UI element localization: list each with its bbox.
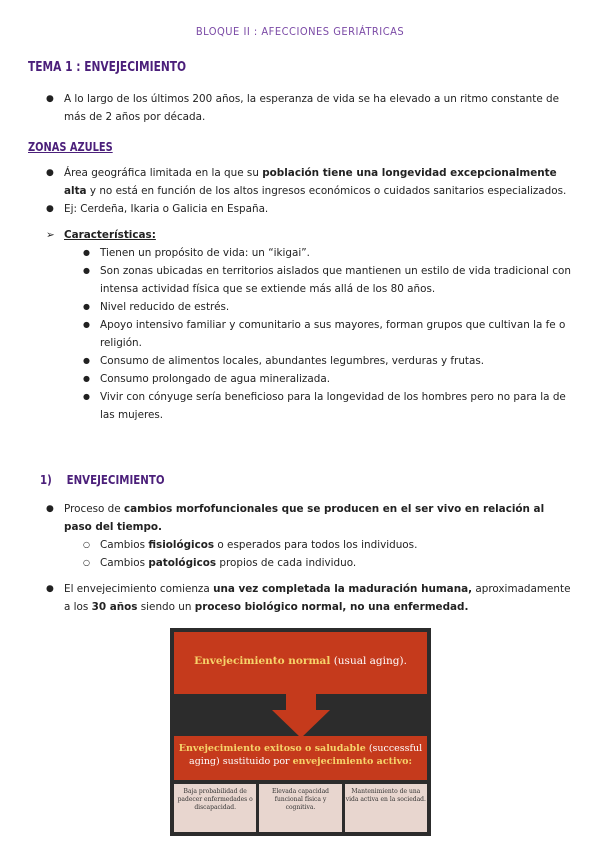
caracteristica-item: [83, 352, 574, 370]
caracteristica-item: [83, 388, 574, 424]
env-p2-mid2: siendo un: [137, 601, 195, 613]
env-sub2-post: propios de cada individuo.: [216, 557, 357, 569]
bullet-icon: ●: [83, 266, 90, 275]
bullet-icon: ●: [46, 204, 54, 214]
env-sub2-pre: Cambios: [100, 557, 149, 569]
figure-cell: Mantenimiento de una vida activa en la sociedad.: [345, 784, 427, 832]
env-sub1-pre: Cambios: [100, 539, 149, 551]
intro-section: [0, 90, 600, 126]
envejecimiento-heading: [40, 472, 165, 487]
bullet-icon: ●: [46, 94, 54, 104]
circle-bullet-icon: ○: [83, 558, 90, 567]
tema-title: TEMA 1 : ENVEJECIMIENTO: [28, 60, 187, 75]
env-sub1-post: o esperados para todos los individuos.: [214, 539, 418, 551]
env-p2-bold3: proceso biológico normal, no una enfermedad.: [194, 601, 469, 613]
caracteristica-text: Son zonas ubicadas en territorios aislados que mantienen un estilo de vida tradicional con intensa actividad física que se extiende más allá de los 80 años.: [100, 265, 571, 295]
bullet-icon: ●: [46, 504, 54, 514]
figure-normal-aging-box: [174, 632, 427, 694]
caracteristicas-label: Características:: [64, 229, 156, 241]
figure-cell: Baja probabilidad de padecer enfermedades o discapacidad.: [174, 784, 256, 832]
section-number: 1): [40, 472, 52, 487]
bullet-icon: ●: [83, 374, 90, 383]
figure-cells: [174, 784, 427, 832]
intro-text: A lo largo de los últimos 200 años, la esperanza de vida se ha elevado a un ritmo constante de más de 2 años por década.: [64, 93, 560, 123]
caracteristicas-list: [0, 244, 600, 424]
zonas-def-post: y no está en función de los altos ingresos económicos o cuidados sanitarios especializados.: [86, 185, 567, 197]
caracteristica-text: Vivir con cónyuge sería beneficioso para la longevidad de los hombres pero no para la de las mujeres.: [100, 391, 566, 421]
env-sub2-bold: patológicos: [148, 557, 217, 569]
figure-successful-aging-box: [174, 736, 427, 780]
list-item: [83, 554, 574, 572]
caracteristica-item: [83, 262, 574, 298]
env-p1-bold: cambios morfofuncionales que se producen en el ser vivo en relación al paso del tiempo.: [64, 503, 545, 533]
caracteristica-item: [83, 244, 574, 262]
zonas-example: Ej: Cerdeña, Ikaria o Galicia en España.: [64, 203, 269, 215]
envejecimiento-section: [0, 500, 600, 616]
aging-figure: [170, 628, 431, 836]
zonas-def-bold: población tiene una longevidad excepcionalmente alta: [64, 167, 557, 197]
zonas-def-pre: Área geográfica limitada en la que su: [64, 167, 263, 179]
caracteristica-item: [83, 316, 574, 352]
bullet-icon: ●: [46, 168, 54, 178]
caracteristicas-label-row: [46, 226, 572, 244]
caracteristica-text: Nivel reducido de estrés.: [100, 301, 230, 313]
down-arrow-icon: [272, 694, 330, 738]
bullet-icon: ●: [83, 320, 90, 329]
figure-mid-white: (successful aging) sustituido por: [189, 743, 423, 767]
figure-mid-yellow-1: Envejecimiento exitoso o saludable: [178, 743, 366, 754]
env-p2-mid: aproximadamente a los: [64, 583, 571, 613]
caracteristica-text: Consumo de alimentos locales, abundantes legumbres, verduras y frutas.: [100, 355, 485, 367]
caracteristica-item: [83, 298, 574, 316]
figure-cell: Elevada capacidad funcional física y cognitiva.: [259, 784, 341, 832]
list-item: [46, 200, 572, 218]
figure-mid-yellow-2: envejecimiento activo:: [292, 756, 412, 767]
figure-normal-rest: (usual aging).: [330, 655, 407, 667]
zonas-heading: ZONAS AZULES: [28, 140, 113, 154]
bullet-icon: ●: [83, 392, 90, 401]
page-header: BLOQUE II : AFECCIONES GERIÁTRICAS: [195, 25, 405, 38]
env-p2-pre: El envejecimiento comienza: [64, 583, 214, 595]
circle-bullet-icon: ○: [83, 540, 90, 549]
figure-normal-bold: Envejecimiento normal: [194, 655, 331, 667]
caracteristica-item: [83, 370, 574, 388]
zonas-section: [0, 164, 600, 424]
env-p1-pre: Proceso de: [64, 503, 124, 515]
list-item: [83, 536, 574, 554]
env-p2-bold1: una vez completada la maduración humana,: [213, 583, 473, 595]
caracteristica-text: Consumo prolongado de agua mineralizada.: [100, 373, 331, 385]
section-title: ENVEJECIMIENTO: [66, 472, 165, 487]
bullet-icon: ●: [46, 584, 54, 594]
env-p2-bold2: 30 años: [91, 601, 138, 613]
list-item: [46, 90, 572, 126]
env-sub1-bold: fisiológicos: [148, 539, 215, 551]
list-item: [46, 500, 572, 536]
bullet-icon: ●: [83, 248, 90, 257]
arrow-bullet-icon: ➢: [46, 229, 55, 241]
list-item: [46, 580, 572, 616]
bullet-icon: ●: [83, 356, 90, 365]
list-item: [46, 164, 572, 200]
caracteristica-text: Apoyo intensivo familiar y comunitario a sus mayores, forman grupos que cultivan la fe o religión.: [100, 319, 566, 349]
bullet-icon: ●: [83, 302, 90, 311]
caracteristica-text: Tienen un propósito de vida: un “ikigai”.: [100, 247, 310, 259]
